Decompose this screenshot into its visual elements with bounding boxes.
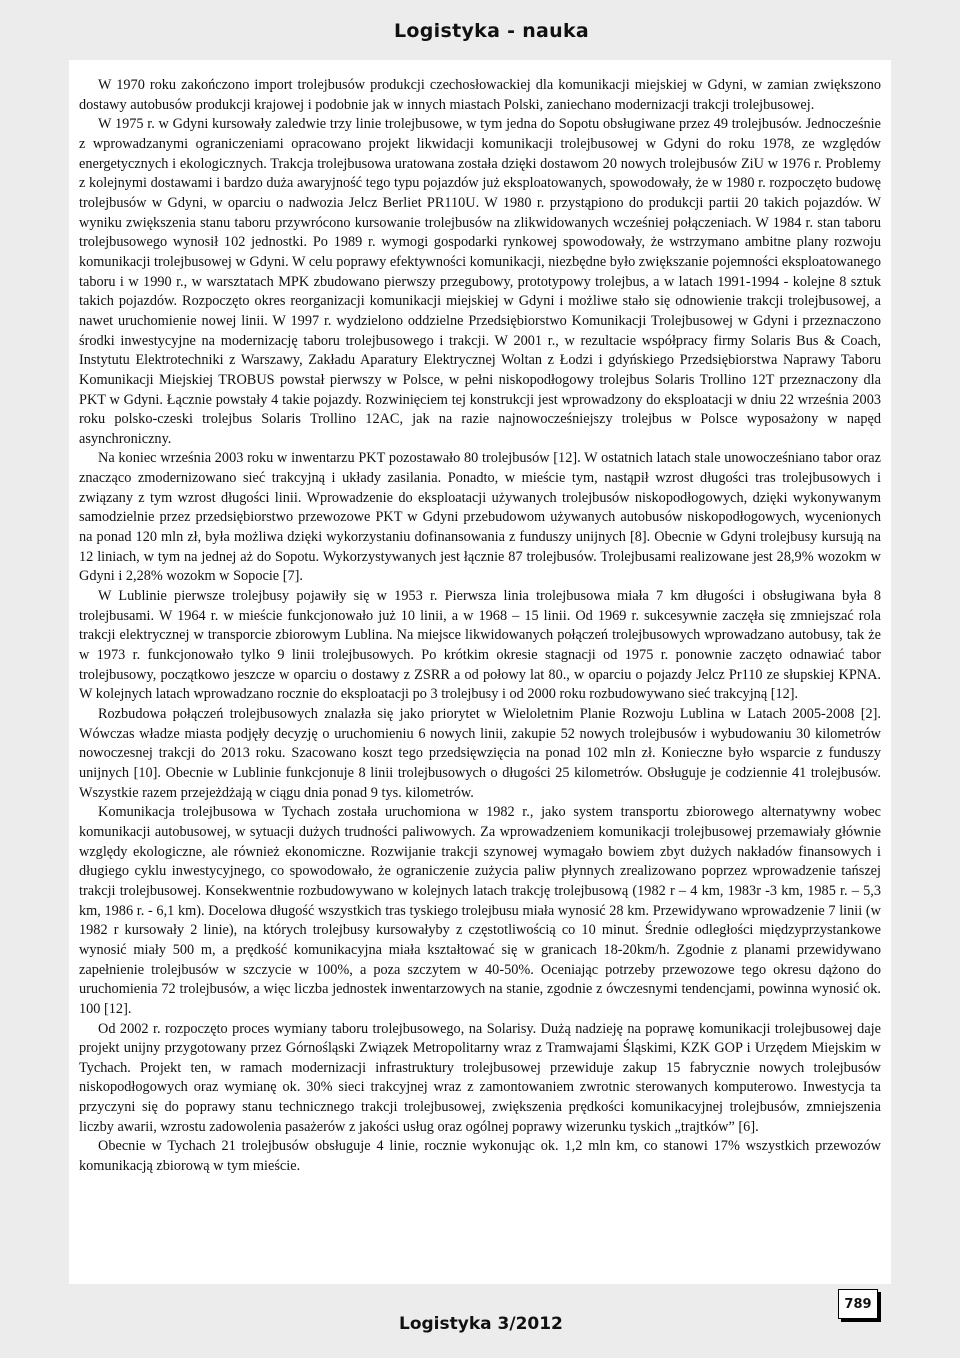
page-number: 789 (838, 1289, 878, 1319)
paragraph-3: Na koniec września 2003 roku w inwentarzu PKT pozostawało 80 trolejbusów [12]. W ostatnich latach stale unowocześniano tabor oraz znacząco zmodernizowano sieć trakcyjną i układy zasilania. Ponadto, w mieście tym, nastąpił wzrost długości tras trolejbusowych i związany z tym wzrost długości linii. Wprowadzenie do eksploatacji używanych trolejbusów niskopodłogowych, dzięki wykonywanym samodzielnie przez przedsiębiorstwo przewozowe PKT w Gdyni przebudowom używanych autobusów niskopodłogowych, wycenionych na ponad 120 mln zł, była możliwa dzięki wykorzystaniu dofinansowania z funduszy unijnych [8]. Obecnie w Gdyni trolejbusy kursują na 12 liniach, w tym na jednej aż do Sopotu. Wykorzystywanych jest łącznie 87 trolejbusów. Trolejbusami realizowane jest 28,9% wozokm w Gdyni i 2,28% wozokm w Sopocie [7]. (79, 450, 881, 585)
page-header (0, 0, 960, 58)
paragraph-8: Obecnie w Tychach 21 trolejbusów obsługuje 4 linie, rocznie wykonując ok. 1,2 mln km, co stanowi 17% wszystkich przewozów komunikacją zbiorową w tym mieście. (79, 1138, 881, 1175)
paragraph-6: Komunikacja trolejbusowa w Tychach została uruchomiona w 1982 r., jako system transportu zbiorowego alternatywny wobec komunikacji autobusowej, w sytuacji dużych trudności paliwowych. Za wprowadzeniem komunikacji trolejbusowej przemawiały głównie względy ekologiczne, ale również ekonomiczne. Rozwijanie trakcji szynowej wymagało bowiem zbyt dużych nakładów finansowych i długiego cyklu inwestycyjnego, co spowodowało, że ograniczenie zużycia paliw płynnych zrealizowano poprzez wprowadzenie tańszej trakcji trolejbusowej. Konsekwentnie rozbudowywano w kolejnych latach trakcję trolejbusową (1982 r – 4 km, 1983r -3 km, 1985 r. – 5,3 km, 1986 r. - 6,1 km). Docelowa długość wszystkich tras tyskiego trolejbusu miała wynosić 28 km. Przewidywano wprowadzenie 7 linii (w 1982 r kursowały 2 linie), na których trolejbusy kursowałyby z częstotliwością co 10 minut. Średnie odległości międzyprzystankowe wynosić miały 500 m, a prędkość komunikacyjna miała kształtować się w granicach 18-20km/h. Zgodnie z planami przewidywano zapełnienie trolejbusów w szczycie w 100%, a poza szczytem w 40-50%. Oceniając potrzeby przewozowe tego okresu dążono do uruchomienia 72 trolejbusów, a więc liczba jednostek inwentarzowych na stanie, zgodnie z ówczesnymi tendencjami, powinna wynosić ok. 100 [12]. (79, 804, 881, 1017)
paragraph-5: Rozbudowa połączeń trolejbusowych znalazła się jako priorytet w Wieloletnim Planie Rozwoju Lublina w Latach 2005-2008 [2]. Wówczas władze miasta podjęły decyzję o uruchomieniu 6 nowych linii, zakupie 52 nowych trolejbusów i wybudowaniu 30 kilometrów nowoczesnej trakcji do 2013 roku. Szacowano koszt tego przedsięwzięcia na ponad 102 mln zł. Konieczne było wsparcie z funduszy unijnych [10]. Obecnie w Lublinie funkcjonuje 8 linii trolejbusowych o długości 25 kilometrów. Obsługuje je codziennie 41 trolejbusów. Wszystkie razem przejeżdżają w ciągu dnia ponad 9 tys. kilometrów. (79, 706, 881, 801)
article-body (69, 60, 891, 1284)
paragraph-4: W Lublinie pierwsze trolejbusy pojawiły się w 1953 r. Pierwsza linia trolejbusowa miała 7 km długości i obsługiwana była 8 trolejbusami. W 1964 r. w mieście funkcjonowało już 10 linii, a w 1968 – 15 linii. Od 1969 r. sukcesywnie zaczęła się zmniejszać rola trakcji elektrycznej w transporcie zbiorowym Lublina. Na miejsce likwidowanych połączeń trolejbusowych wprowadzano autobusy, tak że w 1973 r. funkcjonowało tylko 9 linii trolejbusowych. Po krótkim okresie stagnacji od 1975 r. ponownie zaczęto odnawiać tabor trolejbusowy, początkowo jeszcze w oparciu o dostawy z ZSRR a od połowy lat 80., w oparciu o pojazdy Jelcz Pr110 ze słupskiej KPNA. W kolejnych latach wprowadzano rocznie do eksploatacji po 3 trolejbusy i od 2000 roku rozbudowywano sieć trakcyjną [12]. (79, 588, 881, 703)
paragraph-2: W 1975 r. w Gdyni kursowały zaledwie trzy linie trolejbusowe, w tym jedna do Sopotu obsługiwane przez 49 trolejbusów. Jednocześnie z wprowadzanymi ograniczeniami opracowano projekt likwidacji komunikacji trolejbusowej w Gdyni do roku 1978, ze względów energetycznych i ekologicznych. Trakcja trolejbusowa uratowana została dzięki dostawom 20 nowych trolejbusów ZiU w 1976 r. Problemy z kolejnymi dostawami i bardzo duża awaryjność tego typu pojazdów już eksploatowanych, spowodowały, że w 1980 r. rozpoczęto budowę trolejbusów w Gdyni, w oparciu o nadwozia Jelcz Berliet PR110U. W 1980 r. przystąpiono do produkcji partii 20 takich pojazdów. W wyniku zwiększenia stanu taboru przywrócono kursowanie trolejbusów na zlikwidowanych wcześniej połączeniach. W 1984 r. stan taboru trolejbusowego wynosił 102 jednostki. Po 1989 r. wymogi gospodarki rynkowej spowodowały, że wstrzymano ambitne plany rozwoju komunikacji trolejbusowej w Gdyni. W celu poprawy efektywności komunikacji, niezbędne było zwiększanie pojemności eksploatowanego taboru i w 1990 r., w warsztatach MPK zbudowano pierwszy przegubowy, prototypowy trolejbus, a w latach 1991-1994 - kolejne 8 sztuk takich pojazdów. Rozpoczęto okres reorganizacji komunikacji miejskiej w Gdyni i możliwe stało się odnowienie trakcji trolejbusowej, a nawet uruchomienie nowej linii. W 1997 r. wydzielono oddzielne Przedsiębiorstwo Komunikacji Trolejbusowej w Gdyni i przeznaczono środki inwestycyjne na modernizację taboru trolejbusowego i trakcji. W 2001 r., w rezultacie współpracy firmy Solaris Bus & Coach, Instytutu Elektrotechniki z Warszawy, Zakładu Aparatury Elektrycznej Woltan z Łodzi i gdyńskiego Przedsiębiorstwa Naprawy Taboru Komunikacji Miejskiej TROBUS powstał pierwszy w Polsce, w pełni niskopodłogowy trolejbus Solaris Trollino 12T przeznaczony dla PKT w Gdyni. Łącznie powstały 4 takie pojazdy. Rozwinięciem tej konstrukcji jest wprowadzony do eksploatacji w dniu 22 września 2003 roku polsko-czeski trolejbus Solaris Trollino 12AC, jak na razie najnowocześniejszy trolejbus w Polsce wyposażony w napęd asynchroniczny. (79, 116, 881, 447)
paragraph-7: Od 2002 r. rozpoczęto proces wymiany taboru trolejbusowego, na Solarisy. Dużą nadzieję na poprawę komunikacji trolejbusowej daje projekt unijny przygotowany przez Górnośląski Związek Metropolitarny wraz z Tramwajami Śląskimi, KZK GOP i Urzędem Miejskim w Tychach. Projekt ten, w ramach modernizacji infrastruktury trolejbusowej przewiduje zakup 15 fabrycznie nowych trolejbusów niskopodłogowych oraz wymianę ok. 30% sieci trakcyjnej wraz z zamontowaniem zwrotnic sterowanych komputerowo. Inwestycja ta przyczyni się do poprawy stanu technicznego trakcji trolejbusowej, zwiększenia prędkości komunikacyjnej trolejbusów, zmniejszenia liczby awarii, wzrostu zadowolenia pasażerów z jakości usług oraz ogólnej poprawy wizerunku tyskich „trajtków” [6]. (79, 1020, 881, 1135)
paragraph-1: W 1970 roku zakończono import trolejbusów produkcji czechosłowackiej dla komunikacji miejskiej w Gdyni, w zamian zwiększono dostawy autobusów produkcji krajowej i podobnie jak w innych miastach Polski, zaniechano modernizacji trakcji trolejbusowej. (79, 77, 881, 113)
journal-issue-footer: Logistyka 3/2012 (399, 1314, 563, 1334)
journal-section-title: Logistyka - nauka (394, 20, 590, 42)
